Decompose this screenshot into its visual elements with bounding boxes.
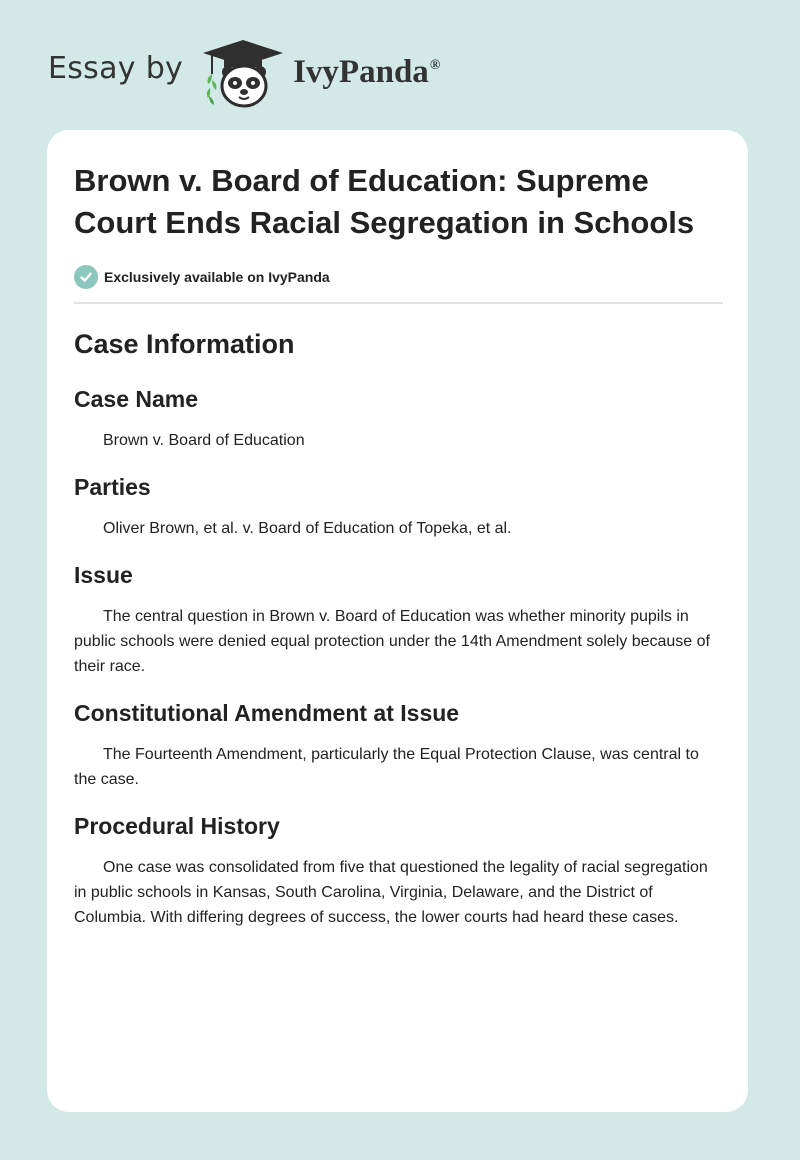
registered-mark: ®	[429, 57, 441, 73]
amendment-text: The Fourteenth Amendment, particularly the Equal Protection Clause, was central to the case.	[74, 746, 699, 788]
exclusive-badge	[74, 265, 723, 289]
parties-text: Oliver Brown, et al. v. Board of Education of Topeka, et al.	[103, 520, 512, 537]
amendment-heading: Constitutional Amendment at Issue	[74, 700, 460, 726]
procedural-history-heading: Procedural History	[74, 813, 280, 839]
section-heading: Case Information	[74, 329, 295, 359]
document-card	[47, 130, 748, 1112]
check-circle-icon	[74, 265, 98, 289]
panda-graduate-logo-icon	[197, 34, 289, 110]
issue-heading: Issue	[74, 562, 133, 588]
brand-prefix: Essay by	[48, 50, 184, 86]
issue-text: The central question in Brown v. Board of Education was whether minority pupils in public schools were denied equal protection under the 14th Amendment solely because of their race.	[74, 608, 710, 675]
case-name-text: Brown v. Board of Education	[103, 432, 305, 449]
badge-text: Exclusively available on IvyPanda	[104, 269, 330, 285]
procedural-history-text: One case was consolidated from five that questioned the legality of racial segregation in public schools in Kansas, South Carolina, Virginia, Delaware, and the District of Columbia. With differing degrees of success, the lower courts had heard these cases.	[74, 859, 708, 926]
brand-name: IvyPanda®	[293, 53, 441, 90]
site-brand[interactable]	[48, 34, 440, 110]
case-name-heading: Case Name	[74, 386, 199, 412]
title-divider	[74, 302, 723, 304]
document-title: Brown v. Board of Education: Supreme Court Ends Racial Segregation in Schools	[74, 163, 695, 240]
document-content	[74, 160, 723, 930]
parties-heading: Parties	[74, 474, 151, 500]
